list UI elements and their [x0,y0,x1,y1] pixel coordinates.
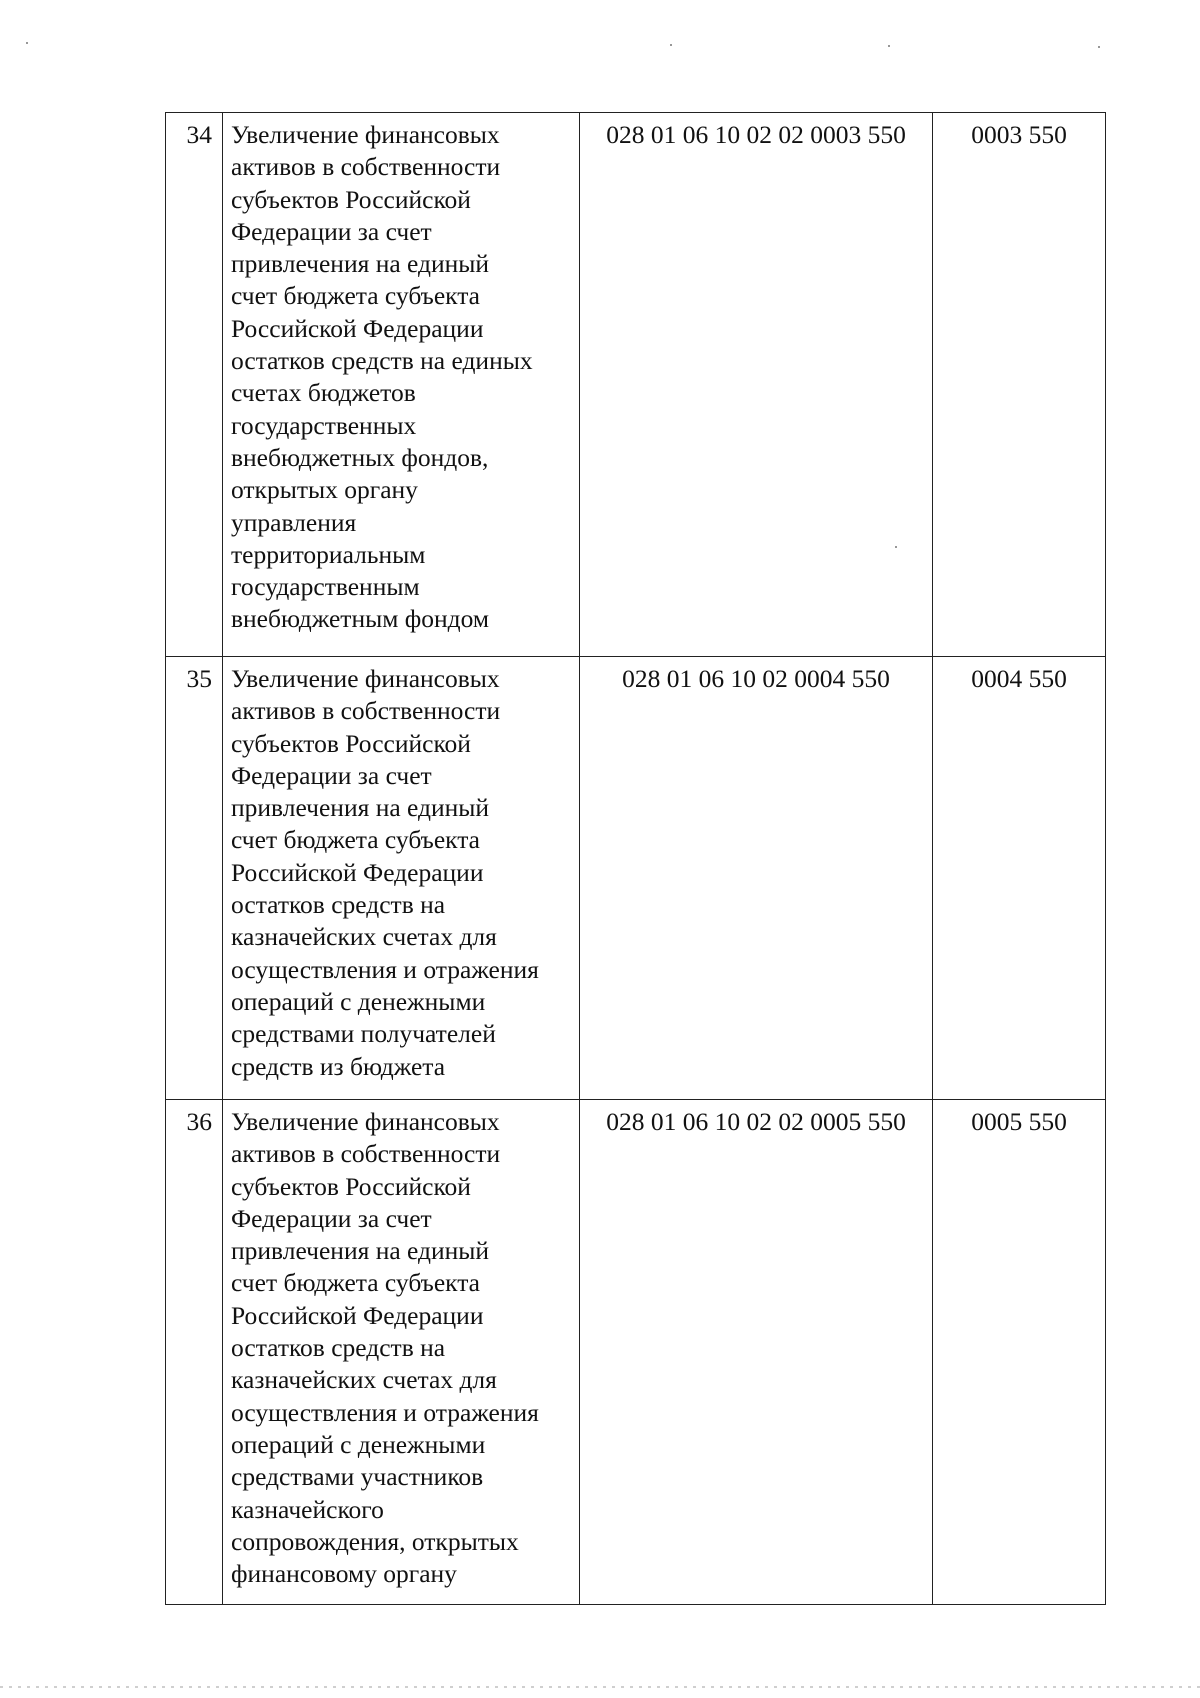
short-code: 0003 550 [933,113,1106,657]
name-line: сопровождения, открытых [231,1526,519,1556]
scan-speck [26,42,28,44]
scan-speck [670,44,672,46]
name-line: средств из бюджета [231,1051,446,1081]
name-line: территориальным [231,539,426,569]
name-line: открытых органу [231,475,418,505]
name-line: счет бюджета субъекта [231,281,480,311]
scan-speck [1098,46,1100,48]
name-line: казначейского [231,1494,384,1524]
budget-classification-code: 028 01 06 10 02 0004 550 [580,657,933,1100]
name-line: привлечения на единый [231,1236,490,1266]
name-line: осуществления и отражения [231,1397,539,1427]
name-line: Увеличение финансовых [231,664,500,693]
name-line: Увеличение финансовых [231,120,500,149]
name-line: средствами получателей [231,1019,496,1049]
budget-classification-code: 028 01 06 10 02 02 0005 550 [580,1100,933,1605]
row-name [223,1100,580,1605]
name-line: внебюджетных фондов, [231,442,489,472]
name-line: осуществления и отражения [231,954,539,984]
table-row [166,657,1106,1100]
short-code: 0005 550 [933,1100,1106,1605]
name-line: остатков средств на единых [231,346,533,376]
row-number: 34 [166,113,223,657]
name-line: счетах бюджетов [231,378,416,408]
row-number: 36 [166,1100,223,1605]
name-line: Федерации за счет [231,760,432,790]
name-line: операций с денежными [231,1429,486,1459]
name-line: остатков средств на [231,1333,446,1363]
name-line: казначейских счетах для [231,1365,497,1395]
name-line: субъектов Российской [231,1171,471,1201]
name-line: Федерации за счет [231,216,432,246]
scan-edge-noise [0,1686,1200,1688]
name-line: остатков средств на [231,890,446,920]
scan-speck [888,45,890,47]
table-row [166,1100,1106,1605]
row-name [223,113,580,657]
name-line: управления [231,507,357,537]
name-line: Российской Федерации [231,1300,484,1330]
name-line: операций с денежными [231,986,486,1016]
name-line: счет бюджета субъекта [231,825,480,855]
name-line: субъектов Российской [231,184,471,214]
name-line: активов в собственности [231,696,501,726]
budget-classification-code: 028 01 06 10 02 02 0003 550 [580,113,933,657]
name-line: Федерации за счет [231,1203,432,1233]
name-line: средствами участников [231,1462,484,1492]
name-line: активов в собственности [231,152,501,182]
name-line: государственным [231,572,420,602]
short-code: 0004 550 [933,657,1106,1100]
name-line: финансовому органу [231,1559,457,1589]
name-line: Российской Федерации [231,313,484,343]
name-line: субъектов Российской [231,728,471,758]
name-line: Российской Федерации [231,857,484,887]
name-line: активов в собственности [231,1139,501,1169]
name-line: казначейских счетах для [231,922,497,952]
name-line: государственных [231,410,417,440]
name-line: Увеличение финансовых [231,1107,500,1136]
name-line: привлечения на единый [231,793,490,823]
table-row [166,113,1106,657]
row-number: 35 [166,657,223,1100]
budget-codes-table [165,112,1106,1605]
name-line: счет бюджета субъекта [231,1268,480,1298]
name-line: внебюджетным фондом [231,604,490,634]
name-line: привлечения на единый [231,249,490,279]
row-name [223,657,580,1100]
